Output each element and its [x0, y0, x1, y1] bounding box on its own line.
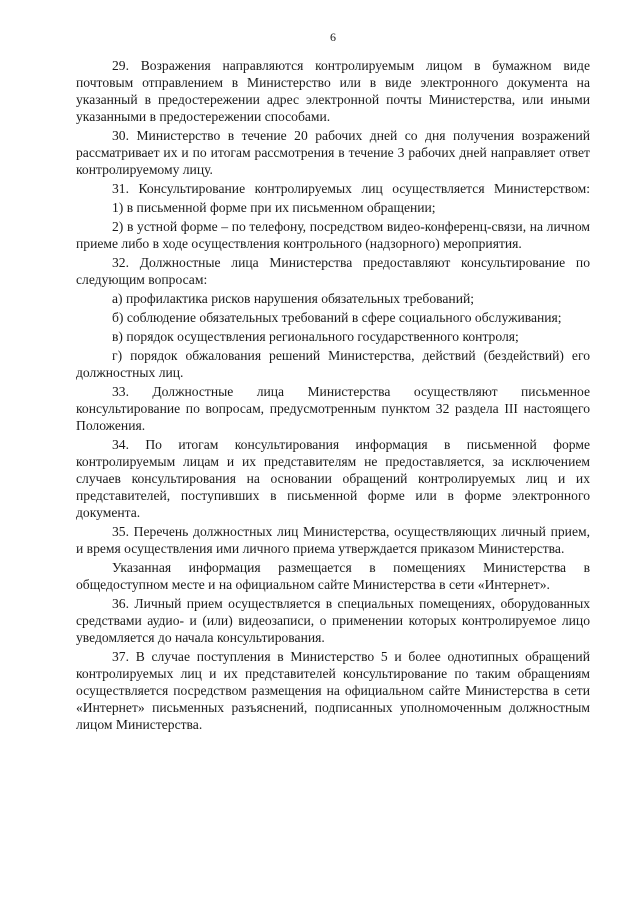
- list-item-32-g: г) порядок обжалования решений Министерства, действий (бездействий) его должностных лиц.: [76, 348, 590, 380]
- paragraph-31: 31. Консультирование контролируемых лиц осуществляется Министерством:: [112, 181, 590, 196]
- paragraph-30: 30. Министерство в течение 20 рабочих дней со дня получения возражений рассматривает их и по итогам рассмотрения в течение 3 рабочих дней направляет ответ контролируемому лицу.: [76, 128, 590, 177]
- paragraph-37: 37. В случае поступления в Министерство 5 и более однотипных обращений контролируемых лиц и их представителей консультирование по таким обращениям осуществляется посредством размещения на официальном сайте Министерства в сети «Интернет» письменных разъяснений, подписанных уполномоченным должностным лицом Министерства.: [76, 649, 590, 732]
- list-item-32-v: в) порядок осуществления регионального государственного контроля;: [112, 329, 519, 344]
- list-item-31-1: 1) в письменной форме при их письменном обращении;: [112, 200, 436, 215]
- paragraph-35: 35. Перечень должностных лиц Министерства, осуществляющих личный прием, и время осуществления ими личного приема утверждается приказом Министерства.: [76, 524, 590, 556]
- page-number: 6: [330, 30, 336, 44]
- paragraph-32: 32. Должностные лица Министерства предоставляют консультирование по следующим вопросам:: [76, 255, 590, 287]
- paragraph-29: 29. Возражения направляются контролируемым лицом в бумажном виде почтовым отправлением в Министерство или в виде электронного документа на указанный в предостережении адрес электронной почты Министерства, или иными указанными в предостережении способами.: [76, 58, 590, 124]
- list-item-31-2: 2) в устной форме – по телефону, посредством видео-конференц-связи, на личном приеме либо в ходе осуществления контрольного (надзорного) мероприятия.: [76, 219, 590, 251]
- paragraph-34: 34. По итогам консультирования информация в письменной форме контролируемым лицам и их представителям не предоставляется, за исключением случаев консультирования на основании обращений контролируемых лиц и их представителей, поступивших в письменной форме или в форме электронного документа.: [76, 437, 590, 520]
- paragraph-33: 33. Должностные лица Министерства осуществляют письменное консультирование по вопросам, предусмотренным пунктом 32 раздела III настоящего Положения.: [76, 384, 590, 433]
- list-item-32-a: а) профилактика рисков нарушения обязательных требований;: [112, 291, 475, 306]
- paragraph-36: 36. Личный прием осуществляется в специальных помещениях, оборудованных средствами аудио- и (или) видеозаписи, о применении которых контролируемое лицо уведомляется до начала консультирования.: [76, 596, 590, 645]
- list-item-32-b: б) соблюдение обязательных требований в сфере социального обслуживания;: [112, 310, 562, 325]
- paragraph-35-info: Указанная информация размещается в помещениях Министерства в общедоступном месте и на официальном сайте Министерства в сети «Интернет».: [76, 560, 590, 592]
